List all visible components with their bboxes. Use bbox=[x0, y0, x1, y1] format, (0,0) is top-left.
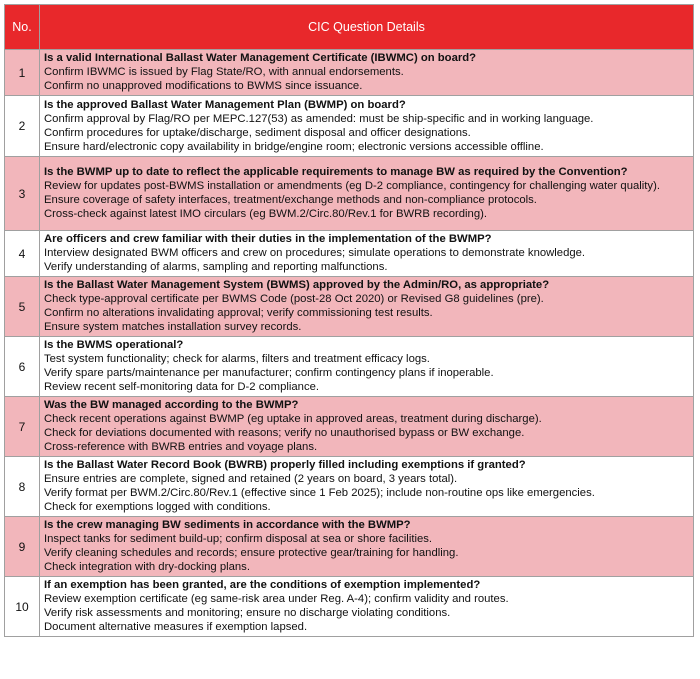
row-number: 9 bbox=[5, 517, 40, 577]
table-row bbox=[5, 231, 694, 277]
detail-line: Ensure coverage of safety interfaces, treatment/exchange methods and non-compliance protocols. bbox=[44, 194, 537, 206]
row-number: 4 bbox=[5, 231, 40, 277]
detail-line: Ensure system matches installation survey records. bbox=[44, 321, 302, 333]
detail-line: Inspect tanks for sediment build-up; confirm disposal at sea or shore facilities. bbox=[44, 533, 433, 545]
table-row bbox=[5, 277, 694, 337]
question-text: Was the BW managed according to the BWMP? bbox=[44, 399, 299, 411]
question-text: Is the BWMS operational? bbox=[44, 339, 184, 351]
question-details-cell bbox=[40, 517, 694, 577]
question-details-cell bbox=[40, 96, 694, 157]
detail-line: Confirm no unapproved modifications to BWMS since issuance. bbox=[44, 80, 363, 92]
detail-line: Document alternative measures if exemption lapsed. bbox=[44, 621, 308, 633]
question-details-cell bbox=[40, 157, 694, 231]
question-details-cell bbox=[40, 337, 694, 397]
question-text: Is the crew managing BW sediments in accordance with the BWMP? bbox=[44, 519, 411, 531]
detail-line: Check integration with dry-docking plans. bbox=[44, 561, 250, 573]
detail-line: Cross-reference with BWRB entries and voyage plans. bbox=[44, 441, 318, 453]
row-number: 3 bbox=[5, 157, 40, 231]
question-details-cell bbox=[40, 50, 694, 96]
detail-line: Verify cleaning schedules and records; ensure protective gear/training for handling. bbox=[44, 547, 459, 559]
cic-question-table bbox=[4, 4, 694, 637]
table-row bbox=[5, 457, 694, 517]
detail-line: Check for deviations documented with reasons; verify no unauthorised bypass or BW exchange. bbox=[44, 427, 525, 439]
question-details-cell bbox=[40, 397, 694, 457]
row-number: 7 bbox=[5, 397, 40, 457]
detail-line: Test system functionality; check for alarms, filters and treatment efficacy logs. bbox=[44, 353, 430, 365]
detail-line: Check for exemptions logged with conditions. bbox=[44, 501, 271, 513]
table-row bbox=[5, 157, 694, 231]
question-text: Is a valid International Ballast Water Management Certificate (IBWMC) on board? bbox=[44, 52, 477, 64]
detail-line: Confirm approval by Flag/RO per MEPC.127(53) as amended: must be ship-specific and in working language. bbox=[44, 112, 594, 125]
detail-line: Check recent operations against BWMP (eg uptake in approved areas, treatment during discharge). bbox=[44, 413, 542, 425]
row-number: 6 bbox=[5, 337, 40, 397]
question-text: If an exemption has been granted, are the conditions of exemption implemented? bbox=[44, 579, 481, 591]
table-row bbox=[5, 517, 694, 577]
table-row bbox=[5, 337, 694, 397]
table-row bbox=[5, 96, 694, 157]
detail-line: Verify understanding of alarms, sampling and reporting malfunctions. bbox=[44, 261, 388, 273]
question-text: Is the Ballast Water Management System (BWMS) approved by the Admin/RO, as appropriate? bbox=[44, 279, 550, 291]
question-text: Is the Ballast Water Record Book (BWRB) properly filled including exemptions if granted? bbox=[44, 459, 526, 471]
detail-line: Verify format per BWM.2/Circ.80/Rev.1 (effective since 1 Feb 2025); include non-routine ops like emergencies. bbox=[44, 487, 595, 499]
table-row bbox=[5, 577, 694, 637]
table-row bbox=[5, 50, 694, 96]
question-details-cell bbox=[40, 277, 694, 337]
table-body bbox=[5, 50, 694, 637]
detail-line: Review for updates post-BWMS installation or amendments (eg D-2 compliance, contingency for challenging water quality). bbox=[44, 180, 660, 192]
table-header-row bbox=[5, 5, 694, 50]
question-details-cell bbox=[40, 577, 694, 637]
row-number: 2 bbox=[5, 96, 40, 157]
detail-line: Ensure hard/electronic copy availability in bridge/engine room; electronic versions accessible offline. bbox=[44, 140, 544, 153]
detail-line: Verify risk assessments and monitoring; ensure no discharge violating conditions. bbox=[44, 607, 451, 619]
question-details-cell bbox=[40, 457, 694, 517]
question-text: Is the approved Ballast Water Management Plan (BWMP) on board? bbox=[44, 98, 406, 111]
detail-line: Check type-approval certificate per BWMS Code (post-28 Oct 2020) or Revised G8 guidelines (pre). bbox=[44, 293, 544, 305]
detail-line: Verify spare parts/maintenance per manufacturer; confirm contingency plans if inoperable. bbox=[44, 367, 494, 379]
detail-line: Confirm no alterations invalidating approval; verify commissioning test results. bbox=[44, 307, 433, 319]
question-text: Are officers and crew familiar with their duties in the implementation of the BWMP? bbox=[44, 233, 492, 245]
detail-line: Ensure entries are complete, signed and retained (2 years on board, 3 years total). bbox=[44, 473, 458, 485]
header-details: CIC Question Details bbox=[40, 5, 694, 50]
detail-line: Interview designated BWM officers and crew on procedures; simulate operations to demonstrate knowledge. bbox=[44, 247, 586, 259]
header-no: No. bbox=[5, 5, 40, 50]
detail-line: Review recent self-monitoring data for D-2 compliance. bbox=[44, 381, 320, 393]
row-number: 10 bbox=[5, 577, 40, 637]
detail-line: Cross-check against latest IMO circulars (eg BWM.2/Circ.80/Rev.1 for BWRB recording). bbox=[44, 208, 487, 220]
row-number: 8 bbox=[5, 457, 40, 517]
question-details-cell bbox=[40, 231, 694, 277]
question-text: Is the BWMP up to date to reflect the applicable requirements to manage BW as required by the Convention? bbox=[44, 166, 628, 178]
detail-line: Confirm procedures for uptake/discharge, sediment disposal and officer designations. bbox=[44, 126, 471, 139]
detail-line: Confirm IBWMC is issued by Flag State/RO, with annual endorsements. bbox=[44, 66, 404, 78]
row-number: 1 bbox=[5, 50, 40, 96]
row-number: 5 bbox=[5, 277, 40, 337]
table-row bbox=[5, 397, 694, 457]
detail-line: Review exemption certificate (eg same-risk area under Reg. A-4); confirm validity and routes. bbox=[44, 593, 509, 605]
